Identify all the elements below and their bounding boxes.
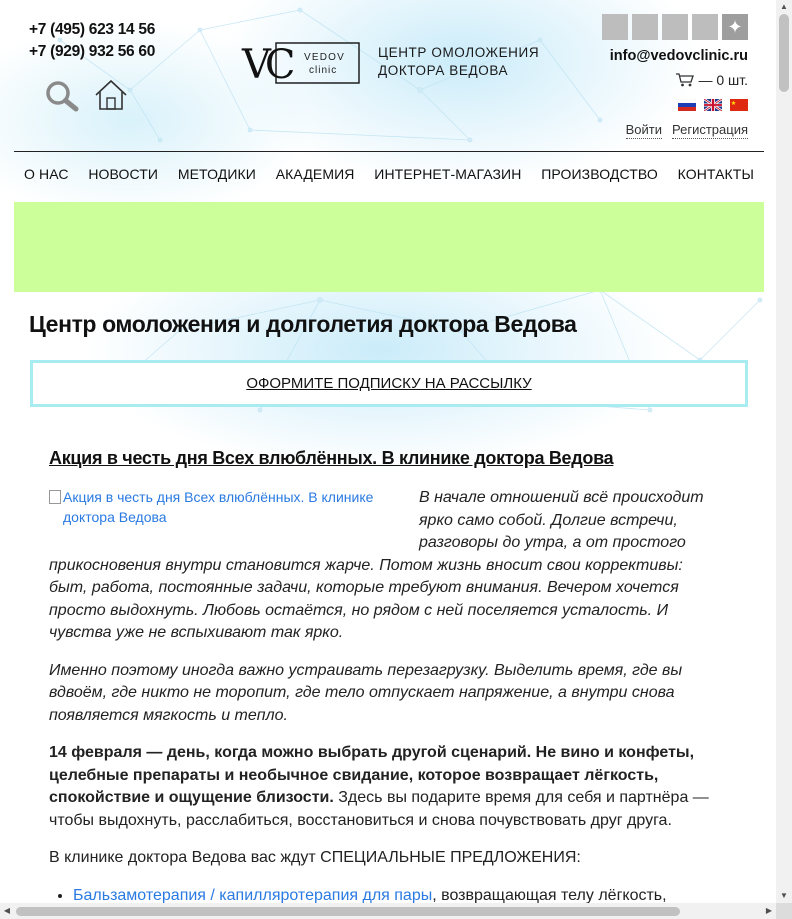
nav-item-production[interactable]: ПРОИЗВОДСТВО [541,166,658,182]
horizontal-scrollbar[interactable] [0,903,776,919]
article-image-alt: Акция в честь дня Всех влюблённых. В клинике доктора Ведова [63,489,374,525]
social-icon-2[interactable] [632,14,658,40]
cart-icon [676,73,694,87]
article-paragraph-3-bold: 14 февраля — день, когда можно выбрать другой сценарий. Не вино и конфеты, целебные препараты и необычное свидание, которое возвращает лёгкость, спокойствие и ощущение близости. [49,744,695,806]
article-offers-heading: В клинике доктора Ведова вас ждут СПЕЦИАЛЬНЫЕ ПРЕДЛОЖЕНИЯ: [49,849,581,866]
logo-vc-text: VC [242,42,290,86]
nav-item-contacts[interactable]: КОНТАКТЫ [677,166,754,182]
russian-flag-icon[interactable] [678,99,696,111]
subscribe-link[interactable]: ОФОРМИТЕ ПОДПИСКУ НА РАССЫЛКУ [246,375,532,392]
promo-banner[interactable] [14,202,764,292]
phone-number-2[interactable]: +7 (929) 932 56 60 [29,43,156,60]
scroll-down-arrow-icon[interactable]: ▼ [780,891,788,900]
scrollbar-corner [776,903,792,919]
main-nav [14,166,764,182]
logo-clinic-text: clinic [309,65,338,76]
phone-number-1[interactable]: +7 (495) 623 14 56 [29,21,156,38]
scroll-right-arrow-icon[interactable]: ▶ [765,906,773,915]
social-icon-4[interactable] [692,14,718,40]
broken-image-icon [49,490,61,504]
article-image[interactable] [49,487,401,547]
chinese-flag-icon[interactable] [730,99,748,111]
article-paragraph-2: Именно поэтому иногда важно устраивать перезагрузку. Выделить время, где вы вдвоём, где никто не торопит, где тело отпускает напряжение, а внутри снова появляется мягкость и тепло. [49,661,683,724]
vertical-scroll-thumb[interactable] [779,14,789,92]
social-icon-1[interactable] [602,14,628,40]
offer-description: , возвращающая телу лёгкость, [432,886,667,904]
article-paragraph-3 [49,742,719,832]
social-links [602,14,748,40]
article-paragraph-1: В начале отношений всё происходит ярко само собой. Долгие встречи, разговоры до утра, а от простого прикосновения внутри становится жарче. Потом жизнь вносит свои коррективы: быт, работа, постоянные задачи, которые требуют внимания. Вечером хочется просто выдохнуть. Любовь остаётся, но рядом с ней поселяется усталость. И чувства уже не вспыхивают так ярко. [49,489,704,641]
nav-item-methods[interactable]: МЕТОДИКИ [177,166,256,182]
page-title: Центр омоложения и долголетия доктора Ведова [29,311,577,337]
cart-count: — 0 шт. [698,72,748,88]
register-link[interactable]: Регистрация [672,122,748,137]
english-flag-icon[interactable] [704,99,722,111]
center-name-line2: ДОКТОРА ВЕДОВА [378,63,509,78]
home-icon[interactable] [94,78,128,112]
search-icon[interactable] [44,80,80,112]
article [49,448,719,907]
cart-link[interactable] [676,72,748,88]
scroll-left-arrow-icon[interactable]: ◀ [3,906,11,915]
sparkle-social-icon[interactable]: ✦ [722,14,748,40]
offer-link-balsam-therapy[interactable]: Бальзамотерапия / капилляротерапия для пары [73,886,433,904]
login-link[interactable]: Войти [625,122,662,137]
nav-item-news[interactable]: НОВОСТИ [88,166,159,182]
article-paragraph-3-rest: Здесь вы подарите время для себя и партнёра — чтобы выдохнуть, расслабиться, восстановиться и снова почувствовать друг друга. [49,789,709,829]
subscribe-box[interactable] [30,360,748,407]
center-name-line1: ЦЕНТР ОМОЛОЖЕНИЯ [378,45,540,60]
vertical-scrollbar[interactable] [776,0,792,903]
article-title[interactable]: Акция в честь дня Всех влюблённых. В клинике доктора Ведова [49,448,614,468]
scroll-up-arrow-icon[interactable]: ▲ [780,2,788,11]
nav-item-shop[interactable]: ИНТЕРНЕТ-МАГАЗИН [374,166,522,182]
social-icon-3[interactable] [662,14,688,40]
email-link[interactable]: info@vedovclinic.ru [609,48,748,64]
nav-item-academy[interactable]: АКАДЕМИЯ [275,166,355,182]
horizontal-scroll-thumb[interactable] [16,907,680,916]
nav-item-about[interactable]: О НАС [24,166,69,182]
center-name [378,44,539,80]
clinic-logo[interactable] [240,40,362,86]
auth-links [626,122,748,139]
header-divider [14,151,764,152]
logo-vedov-text: VEDOV [304,52,346,63]
language-switcher [678,99,748,111]
